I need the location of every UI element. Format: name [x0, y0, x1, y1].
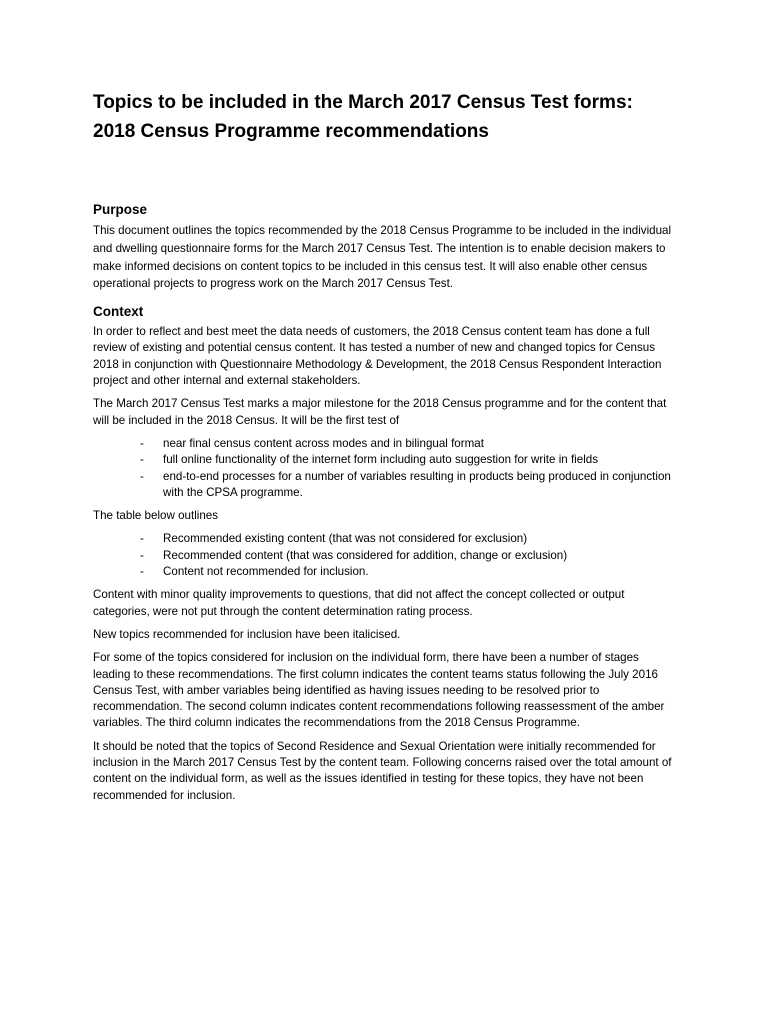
table-outline-list [93, 531, 676, 580]
dash-bullet: - [140, 565, 144, 579]
list-item [93, 436, 676, 452]
context-paragraph-2: The March 2017 Census Test marks a major milestone for the 2018 Census programme and for the content that will be included in the 2018 Census. It will be the first test of [93, 397, 667, 427]
context-paragraph-1: In order to reflect and best meet the data needs of customers, the 2018 Census content team has done a full review of existing and potential census content. It has tested a number of new and changed topics for Census 2018 in conjunction with Questionnaire Methodology & Development, the 2018 Census Respondent Interaction project and other internal and external stakeholders. [93, 325, 662, 388]
list-item-text: full online functionality of the internet form including auto suggestion for write in fields [163, 453, 599, 467]
purpose-paragraph: This document outlines the topics recommended by the 2018 Census Programme to be included in the individual and dwelling questionnaire forms for the March 2017 Census Test. The intention is to enable decision makers to make informed decisions on content topics to be included in this census test. It will also enable other census operational projects to progress work on the March 2017 Census Test. [93, 224, 672, 291]
purpose-heading: Purpose [93, 202, 148, 217]
context-paragraph-3: The table below outlines [93, 509, 219, 523]
list-item-text: end-to-end processes for a number of variables resulting in products being produced in conjunction with the CPSA programme. [163, 469, 671, 499]
context-paragraph-7: It should be noted that the topics of Second Residence and Sexual Orientation were initially recommended for inclusion in the March 2017 Census Test by the content team. Following concerns raised over the total amount of content on the individual form, as well as the issues identified in testing for these topics, they have not been recommended for inclusion. [93, 739, 672, 802]
document-title: Topics to be included in the March 2017 Census Test forms: 2018 Census Programme recommendations [93, 92, 633, 142]
context-heading: Context [93, 304, 144, 320]
list-item-text: Recommended content (that was considered for addition, change or exclusion) [163, 548, 568, 562]
list-item-text: Recommended existing content (that was not considered for exclusion) [163, 532, 528, 546]
list-item [93, 564, 676, 580]
first-test-list [93, 436, 676, 501]
list-item [93, 548, 676, 564]
dash-bullet: - [140, 548, 144, 562]
dash-bullet: - [140, 436, 144, 450]
context-paragraph-6: For some of the topics considered for inclusion on the individual form, there have been a number of stages leading to these recommendations. The first column indicates the content teams status following the July 2016 Census Test, with amber variables being identified as having issues needing to be resolved prior to recommendation. The second column indicates content recommendations following reassessment of the amber variables. The third column indicates the recommendations from the 2018 Census Programme. [93, 651, 665, 730]
context-paragraph-5: New topics recommended for inclusion have been italicised. [93, 627, 401, 641]
list-item [93, 531, 676, 547]
list-item-text: Content not recommended for inclusion. [163, 565, 369, 579]
dash-bullet: - [140, 532, 144, 546]
dash-bullet: - [140, 469, 144, 483]
context-paragraph-4: Content with minor quality improvements to questions, that did not affect the concept collected or output categories, were not put through the content determination rating process. [93, 588, 625, 618]
list-item [93, 469, 676, 502]
list-item-text: near final census content across modes and in bilingual format [163, 436, 484, 450]
document-body [93, 88, 676, 811]
list-item [93, 452, 676, 468]
dash-bullet: - [140, 453, 144, 467]
